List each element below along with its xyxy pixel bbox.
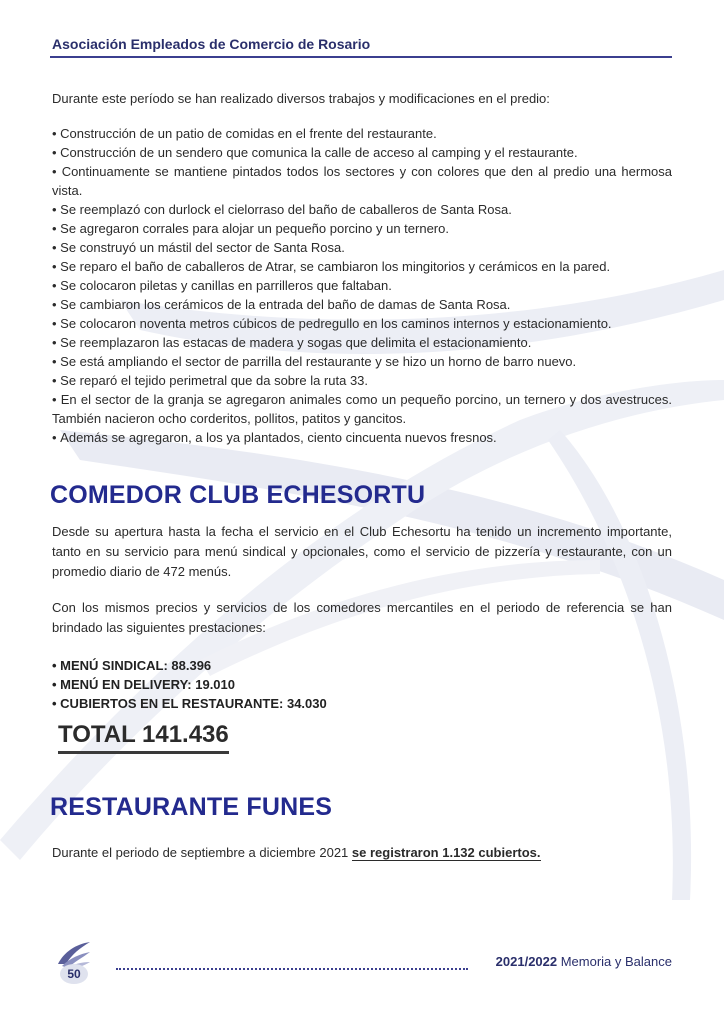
section-heading-comedor: COMEDOR CLUB ECHESORTU <box>50 481 426 509</box>
comedor-stats-list <box>52 656 327 713</box>
list-item: • Se agregaron corrales para alojar un pequeño porcino y un ternero. <box>52 219 672 238</box>
intro-paragraph: Durante este período se han realizado diversos trabajos y modificaciones en el predio: <box>52 91 550 106</box>
list-item: • Se colocaron piletas y canillas en parrilleros que faltaban. <box>52 276 672 295</box>
footer-label: Memoria y Balance <box>557 954 672 969</box>
list-item: • En el sector de la granja se agregaron animales como un pequeño porcino, un ternero y dos avestruces. También nacieron ocho corderitos, pollitos, patitos y gancitos. <box>52 390 672 428</box>
list-item: • Se reemplazó con durlock el cielorraso del baño de caballeros de Santa Rosa. <box>52 200 672 219</box>
stat-item: • CUBIERTOS EN EL RESTAURANTE: 34.030 <box>52 694 327 713</box>
section-heading-funes: RESTAURANTE FUNES <box>50 793 333 821</box>
list-item: • Continuamente se mantiene pintados todos los sectores y con colores que den al predio una hermosa vista. <box>52 162 672 200</box>
list-item: • Se está ampliando el sector de parrilla del restaurante y se hizo un horno de barro nuevo. <box>52 352 672 371</box>
list-item: • Se reparó el tejido perimetral que da sobre la ruta 33. <box>52 371 672 390</box>
header-divider <box>50 56 672 58</box>
list-item: • Se construyó un mástil del sector de Santa Rosa. <box>52 238 672 257</box>
comedor-paragraph-2: Con los mismos precios y servicios de los comedores mercantiles en el periodo de referencia se han brindado las siguientes prestaciones: <box>52 600 672 635</box>
list-item: • Se colocaron noventa metros cúbicos de pedregullo en los caminos internos y estacionamiento. <box>52 314 672 333</box>
stat-item: • MENÚ SINDICAL: 88.396 <box>52 656 327 675</box>
list-item: • Construcción de un sendero que comunica la calle de acceso al camping y el restaurante. <box>52 143 672 162</box>
header-title: Asociación Empleados de Comercio de Rosario <box>52 36 371 52</box>
list-item: • Además se agregaron, a los ya plantados, ciento cincuenta nuevos fresnos. <box>52 428 672 447</box>
comedor-total: TOTAL 141.436 <box>58 720 229 754</box>
footer-year: 2021/2022 <box>495 954 558 969</box>
list-item: • Se cambiaron los cerámicos de la entrada del baño de damas de Santa Rosa. <box>52 295 672 314</box>
list-item: • Se reparo el baño de caballeros de Atrar, se cambiaron los mingitorios y cerámicos en la pared. <box>52 257 672 276</box>
funes-paragraph <box>52 843 672 863</box>
list-item: • Se reemplazaron las estacas de madera y sogas que delimita el estacionamiento. <box>52 333 672 352</box>
footer-caption <box>468 954 672 969</box>
funes-text: Durante el periodo de septiembre a diciembre 2021 <box>52 845 352 860</box>
funes-highlight: se registraron 1.132 cubiertos. <box>351 845 541 860</box>
stat-item: • MENÚ EN DELIVERY: 19.010 <box>52 675 327 694</box>
footer-dotted-rule <box>116 966 468 970</box>
list-item: • Construcción de un patio de comidas en el frente del restaurante. <box>52 124 672 143</box>
page-number: 50 <box>60 964 88 984</box>
works-list <box>52 124 672 447</box>
comedor-paragraph-1: Desde su apertura hasta la fecha el servicio en el Club Echesortu ha tenido un incremento importante, tanto en su servicio para menú sindical y opcionales, como el servicio de pizzería y restaurante, con un promedio diario de 472 menús. <box>52 524 672 579</box>
